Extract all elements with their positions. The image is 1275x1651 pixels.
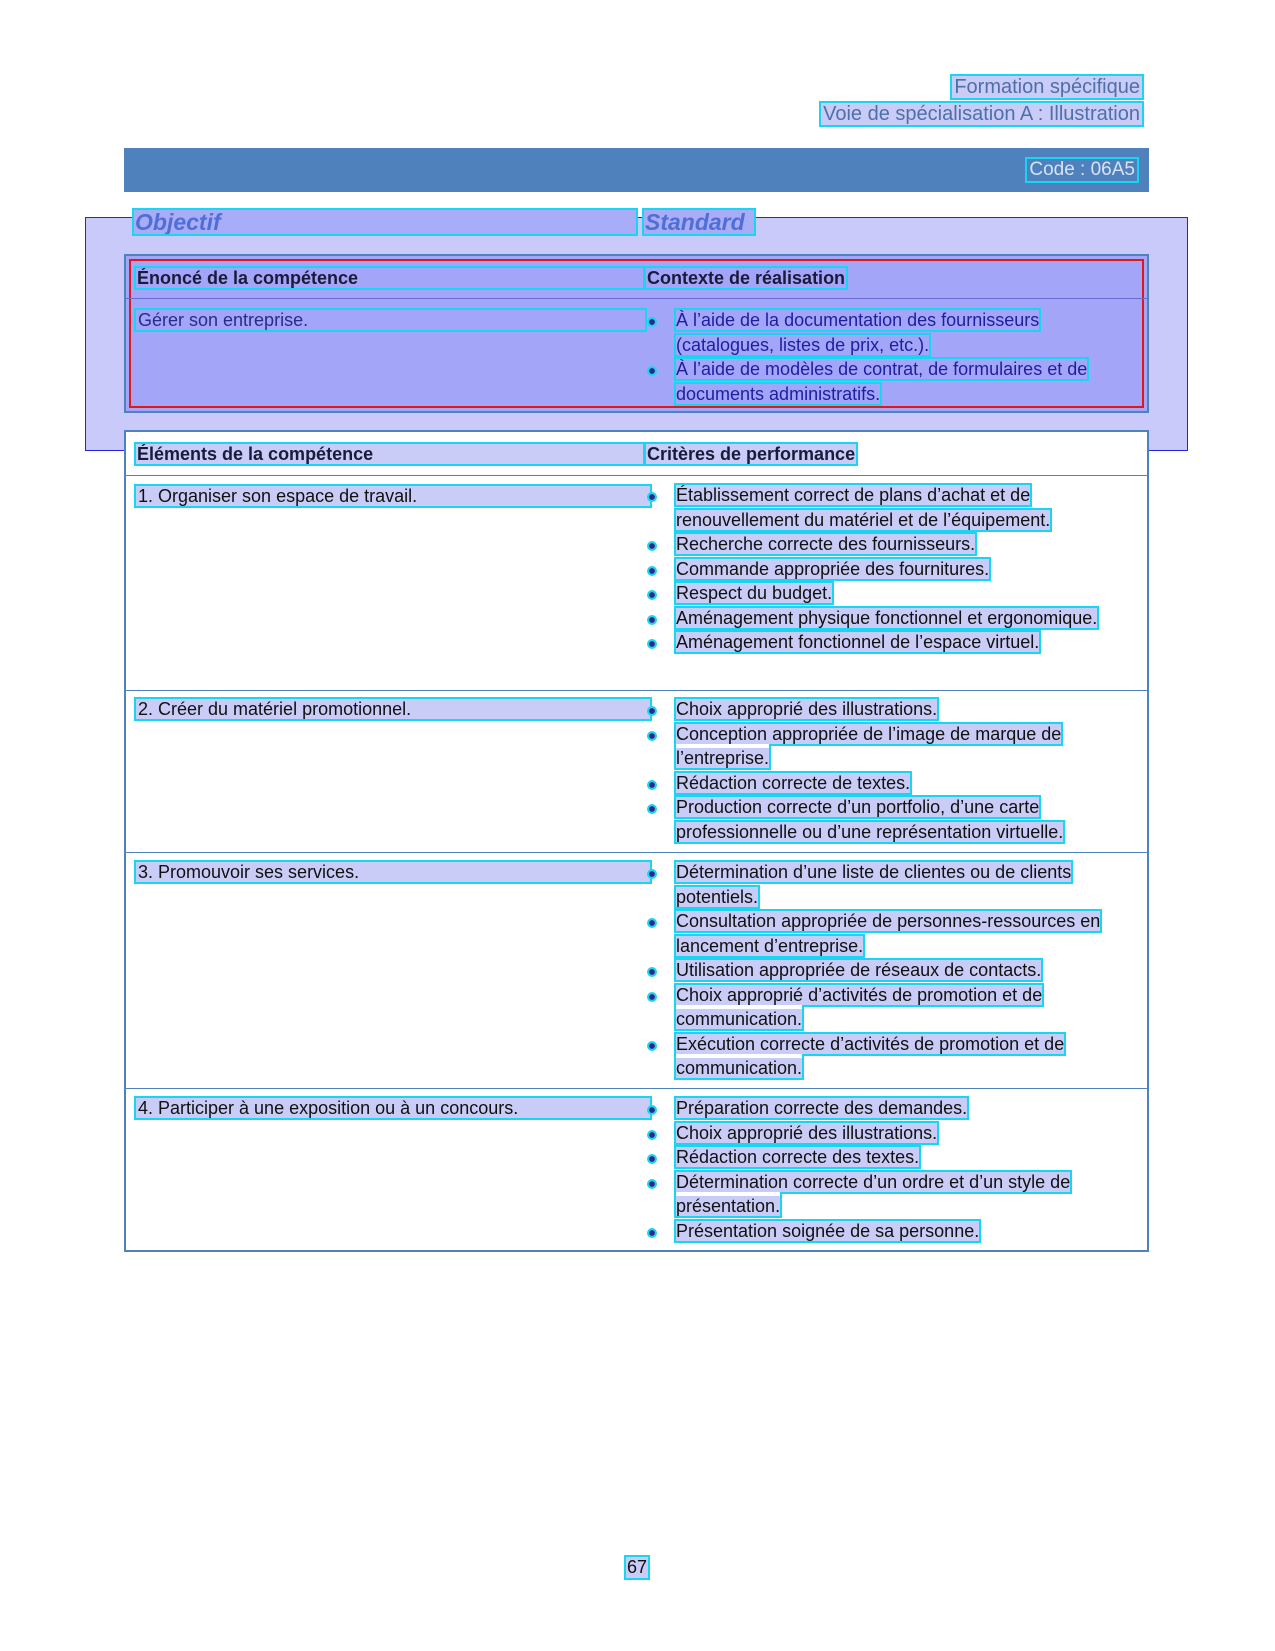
bullet-icon	[649, 617, 655, 623]
header-band	[124, 148, 1149, 192]
row-divider	[126, 1088, 1147, 1089]
bullet-icon	[649, 543, 655, 549]
header-formation: Formation spécifique	[954, 76, 1140, 98]
elements-table	[124, 430, 1149, 1252]
bullet-icon	[649, 1156, 655, 1162]
bullet-icon	[649, 368, 655, 374]
bullet-icon	[649, 1043, 655, 1049]
bullet-icon	[649, 708, 655, 714]
bullet-icon	[649, 568, 655, 574]
list-item: À l’aide de la documentation des fournisseurs (catalogues, listes de prix, etc.).	[646, 308, 1136, 357]
list-item: Choix approprié des illustrations.	[646, 1121, 1136, 1146]
element-4-label: 4. Participer à une exposition ou à un concours.	[136, 1098, 650, 1118]
list-item: Consultation appropriée de personnes-ressources en lancement d’entreprise.	[646, 909, 1136, 958]
list-item: Exécution correcte d’activités de promotion et de communication.	[646, 1032, 1136, 1081]
bullet-icon	[649, 969, 655, 975]
bullet-icon	[649, 319, 655, 325]
bullet-icon	[649, 641, 655, 647]
contexte-heading: Contexte de réalisation	[647, 268, 846, 288]
list-item: Utilisation appropriée de réseaux de contacts.	[646, 958, 1136, 983]
criteria-list-1	[646, 483, 1136, 655]
contexte-list	[646, 308, 1136, 406]
list-item: Présentation soignée de sa personne.	[646, 1219, 1136, 1244]
standard-title: Standard	[644, 210, 754, 234]
list-item: Aménagement physique fonctionnel et ergonomique.	[646, 606, 1136, 631]
enonce-table	[124, 254, 1149, 413]
bullet-icon	[649, 1181, 655, 1187]
list-item: Rédaction correcte des textes.	[646, 1145, 1136, 1170]
elements-header-row	[126, 432, 1147, 476]
header-voie: Voie de spécialisation A : Illustration	[823, 103, 1140, 125]
enonce-header-row	[126, 256, 1147, 299]
elements-heading: Éléments de la compétence	[136, 444, 643, 464]
bullet-icon	[649, 1230, 655, 1236]
bullet-icon	[649, 1132, 655, 1138]
criteres-heading: Critères de performance	[647, 444, 856, 464]
bullet-icon	[649, 920, 655, 926]
bullet-icon	[649, 994, 655, 1000]
list-item: Détermination correcte d’un ordre et d’un style de présentation.	[646, 1170, 1136, 1219]
bullet-icon	[649, 733, 655, 739]
list-item: Établissement correct de plans d’achat et de renouvellement du matériel et de l’équipement.	[646, 483, 1136, 532]
criteria-list-3	[646, 860, 1136, 1081]
list-item: À l’aide de modèles de contrat, de formulaires et de documents administratifs.	[646, 357, 1136, 406]
list-item: Commande appropriée des fournitures.	[646, 557, 1136, 582]
list-item: Préparation correcte des demandes.	[646, 1096, 1136, 1121]
enonce-text: Gérer son entreprise.	[136, 310, 645, 330]
list-item: Choix approprié d’activités de promotion et de communication.	[646, 983, 1136, 1032]
competency-code: Code : 06A5	[1029, 159, 1135, 180]
bullet-icon	[649, 806, 655, 812]
list-item: Recherche correcte des fournisseurs.	[646, 532, 1136, 557]
list-item: Production correcte d’un portfolio, d’une carte professionnelle ou d’une représentation virtuelle.	[646, 795, 1136, 844]
objectif-title: Objectif	[134, 210, 636, 234]
list-item: Rédaction correcte de textes.	[646, 771, 1136, 796]
list-item: Choix approprié des illustrations.	[646, 697, 1136, 722]
row-divider	[126, 852, 1147, 853]
bullet-icon	[649, 592, 655, 598]
list-item: Détermination d’une liste de clientes ou de clients potentiels.	[646, 860, 1136, 909]
element-2-label: 2. Créer du matériel promotionnel.	[136, 699, 650, 719]
bullet-icon	[649, 782, 655, 788]
criteria-list-2	[646, 697, 1136, 844]
list-item: Respect du budget.	[646, 581, 1136, 606]
enonce-heading: Énoncé de la compétence	[136, 268, 643, 288]
bullet-icon	[649, 494, 655, 500]
criteria-list-4	[646, 1096, 1136, 1243]
row-divider	[126, 690, 1147, 691]
element-1-label: 1. Organiser son espace de travail.	[136, 486, 650, 506]
list-item: Aménagement fonctionnel de l’espace virtuel.	[646, 630, 1136, 655]
list-item: Conception appropriée de l’image de marque de l’entreprise.	[646, 722, 1136, 771]
page-number: 67	[627, 1557, 648, 1577]
element-3-label: 3. Promouvoir ses services.	[136, 862, 650, 882]
bullet-icon	[649, 1107, 655, 1113]
bullet-icon	[649, 871, 655, 877]
